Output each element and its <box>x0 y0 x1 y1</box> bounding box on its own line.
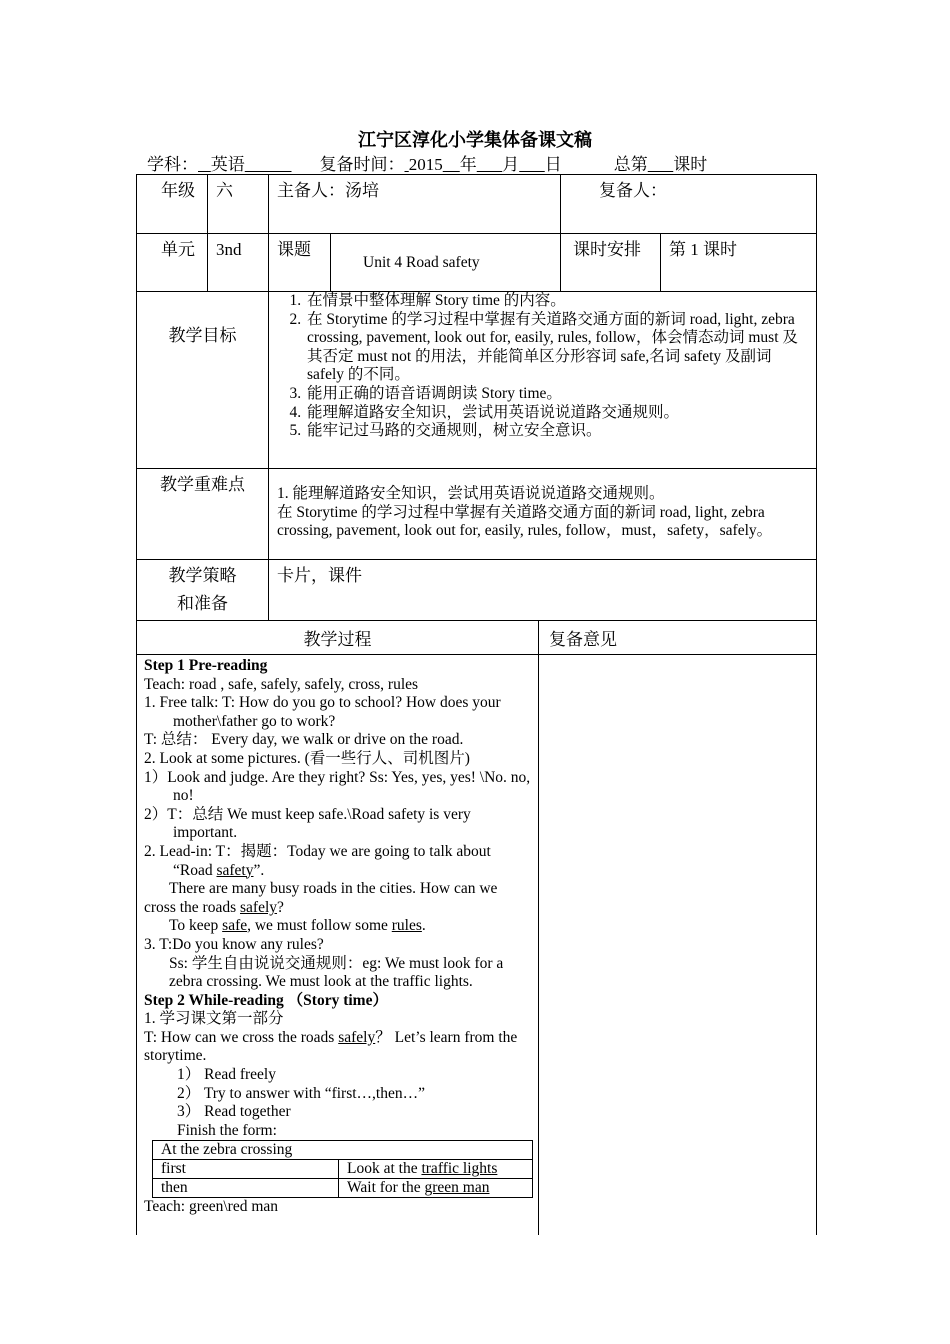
goals-list <box>269 292 816 441</box>
schedule-label: 课时安排 <box>561 234 661 292</box>
goal-item: 4. 能理解道路安全知识，尝试用英语说说道路交通规则。 <box>305 404 806 423</box>
look-judge: 1）Look and judge. Are they right? Ss: Yes, yes, yes! \No. no, no! <box>144 768 531 805</box>
goal-item: 5. 能牢记过马路的交通规则，树立安全意识。 <box>305 422 806 441</box>
strategy-value: 卡片，课件 <box>269 560 817 621</box>
reviewer: 复备人： <box>561 175 817 234</box>
look-pictures: 2. Look at some pictures. (看一些行人、司机图片) <box>144 749 470 767</box>
key-points-cell <box>269 469 817 560</box>
read-freely: 1） Read freely <box>177 1066 276 1084</box>
total-label: 总第 <box>613 155 648 174</box>
form-cell: then <box>153 1179 339 1198</box>
summary-2: 2）T：总结 We must keep safe.\Road safety is very important. <box>144 805 471 842</box>
form-header: At the zebra crossing <box>153 1141 533 1160</box>
day-blank <box>519 155 545 175</box>
goal-item: 2. 在 Storytime 的学习过程中掌握有关道路交通方面的新词 road, light, zebra crossing, pavement, look out for, easily, rules, follow，体会情态动词 must 及其否定 must not 的用法，并能简单区分形容词 safe,名词 safety 及副词 safely 的不同。 <box>305 311 806 385</box>
step2-title: Step 2 While-reading （Story time） <box>144 991 388 1009</box>
goals-label: 教学目标 <box>137 292 269 469</box>
keep-safe: To keep safe, we must follow some rules. <box>169 917 426 935</box>
process-content <box>137 655 539 1235</box>
summary-1: T: 总结： Every day, we walk or drive on the road. <box>144 731 464 749</box>
month-label: 月 <box>502 155 520 174</box>
subject-label: 学科： <box>147 155 198 174</box>
unit-value: 3nd <box>208 234 269 292</box>
process-header: 教学过程 <box>137 621 539 655</box>
subject-value: 英语 <box>210 155 245 174</box>
topic-value: Unit 4 Road safety <box>331 234 561 292</box>
goals-cell <box>269 292 817 469</box>
schedule-value: 第 1 课时 <box>661 234 817 292</box>
year-label: 年 <box>459 155 477 174</box>
rules-answer: Ss: 学生自由说说交通规则：eg: We must look for a zebra crossing. We must look at the traffic lights. <box>169 954 504 991</box>
goal-item: 1. 在情景中整体理解 Story time 的内容。 <box>305 292 806 311</box>
topic-label: 课题 <box>269 234 331 292</box>
review-opinion-header: 复备意见 <box>539 621 817 655</box>
form-table <box>152 1140 533 1198</box>
month-blank <box>477 155 503 175</box>
document-title: 江宁区淳化小学集体备课文稿 <box>358 130 592 150</box>
try-answer: 2） Try to answer with “first…,then…” <box>177 1084 425 1102</box>
step1-title: Step 1 Pre-reading <box>144 657 268 674</box>
key-point-2: 在 Storytime 的学习过程中掌握有关道路交通方面的新词 road, light, zebra crossing, pavement, look out for, easily, rules, follow，must，safety，safely。 <box>277 503 773 540</box>
year-value: 2015 <box>408 155 443 174</box>
preparer: 主备人：汤培 <box>269 175 561 234</box>
free-talk: 1. Free talk: T: How do you go to school? How does your mother\father go to work? <box>144 694 501 730</box>
teach-green-red: Teach: green\red man <box>144 1198 279 1216</box>
info-table <box>136 174 817 621</box>
lead-in: 2. Lead-in: T：揭题：Today we are going to talk about “Road safety”. <box>144 842 491 879</box>
busy-roads: There are many busy roads in the cities. How can we cross the roads safely? <box>144 880 498 916</box>
teach-line: Teach: road , safe, safely, safely, cross, rules <box>144 675 419 693</box>
goal-item: 3. 能用正确的语音语调朗读 Story time。 <box>305 385 806 404</box>
read-together: 3） Read together <box>177 1103 291 1121</box>
key-points-label: 教学重难点 <box>137 469 269 560</box>
key-point-1: 1. 能理解道路安全知识，尝试用英语说说道路交通规则。 <box>277 485 665 502</box>
review-time-label: 复备时间： <box>319 155 405 174</box>
day-label: 日 <box>544 155 562 174</box>
total-blank <box>648 155 674 175</box>
unit-label-cell: 单元 <box>137 234 208 292</box>
finish-form: Finish the form: <box>177 1121 277 1139</box>
strategy-label-cell: 教学策略 和准备 <box>137 560 269 621</box>
grade-value: 六 <box>208 175 269 234</box>
cross-question: T: How can we cross the roads safely？ Let’s learn from the storytime. <box>144 1028 518 1065</box>
form-cell: Wait for the green man <box>339 1179 533 1198</box>
review-opinion-cell <box>539 655 817 1235</box>
learn-part-1: 1. 学习课文第一部分 <box>144 1010 284 1028</box>
header-line <box>147 150 707 175</box>
lesson-label: 课时 <box>673 155 708 174</box>
form-cell: Look at the traffic lights <box>339 1160 533 1179</box>
process-table <box>136 620 817 1235</box>
grade-label-cell: 年级 <box>137 175 208 234</box>
form-cell: first <box>153 1160 339 1179</box>
rules-question: 3. T:Do you know any rules? <box>144 935 324 953</box>
